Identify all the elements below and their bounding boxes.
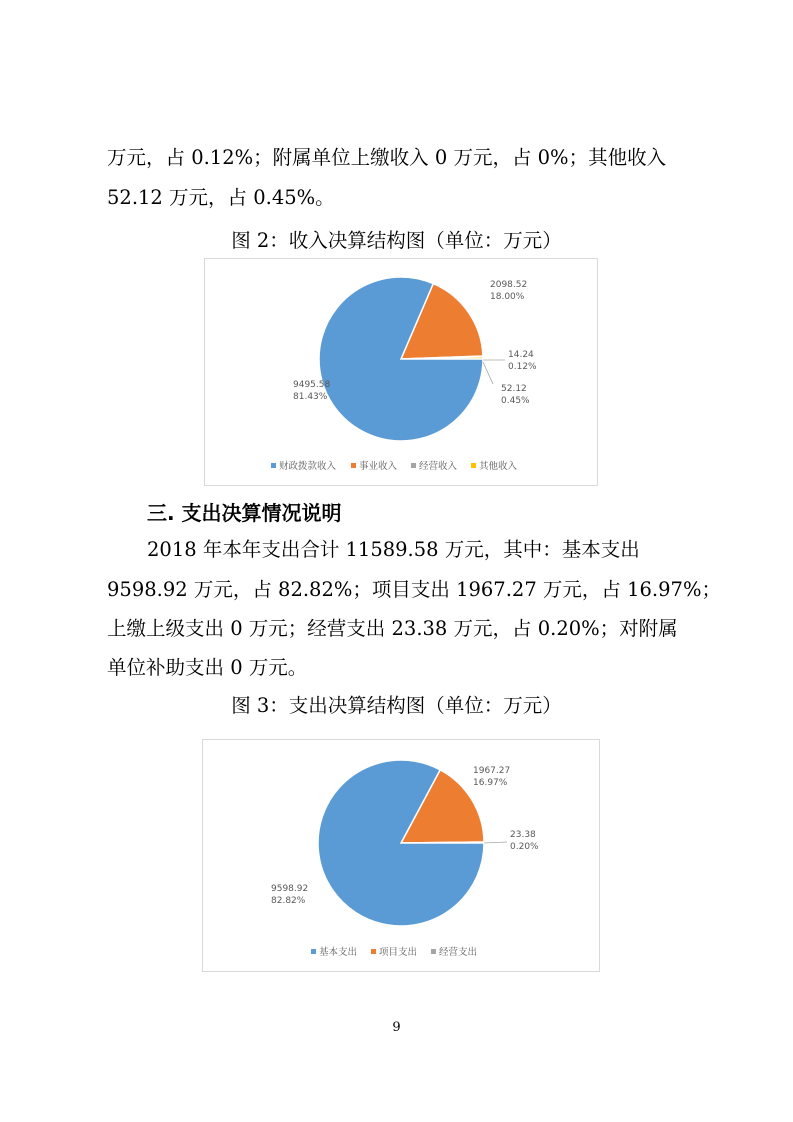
data-label-percent-2: 0.12% [508, 362, 537, 372]
data-label-percent-1: 18.00% [490, 292, 525, 302]
data-label-value-1: 2098.52 [490, 280, 528, 290]
legend-swatch-3 [471, 463, 476, 468]
data-label-percent-1: 16.97% [473, 778, 508, 788]
data-label-percent-3: 0.45% [501, 396, 530, 406]
data-label-value-1: 1967.27 [473, 766, 511, 776]
paragraph2-line2: 9598.92 万元，占 82.82%；项目支出 1967.27 万元，占 16.97%； [107, 578, 721, 601]
paragraph2-line3: 上缴上级支出 0 万元；经营支出 23.38 万元，占 0.20%；对附属 [107, 617, 678, 640]
paragraph2-line4: 单位补助支出 0 万元。 [107, 656, 308, 679]
data-label-value-3: 52.12 [501, 384, 527, 394]
data-label-value-2: 23.38 [510, 830, 536, 840]
legend-label-0: 财政拨款收入 [279, 461, 337, 472]
data-label-percent-0: 81.43% [293, 392, 328, 402]
legend-swatch-0 [311, 949, 316, 954]
figure3-caption: 图 3：支出决算结构图（单位：万元） [231, 694, 562, 717]
legend-label-2: 经营支出 [439, 947, 478, 958]
expenditure-pie-chart [202, 739, 600, 972]
income-pie-chart [204, 258, 598, 486]
paragraph1-line1: 万元，占 0.12%；附属单位上缴收入 0 万元，占 0%；其他收入 [107, 146, 667, 169]
legend-label-1: 项目支出 [379, 947, 418, 958]
paragraph2-line1: 2018 年本年支出合计 11589.58 万元，其中：基本支出 [147, 538, 640, 561]
data-label-value-0: 9495.58 [293, 380, 331, 390]
section3-heading: 三. 支出决算情况说明 [147, 501, 342, 525]
data-label-value-2: 14.24 [508, 350, 534, 360]
legend-label-2: 经营收入 [419, 461, 458, 472]
expenditure-pie-svg [203, 740, 599, 971]
data-label-percent-2: 0.20% [510, 842, 539, 852]
legend-swatch-1 [351, 463, 356, 468]
leader-line-2 [484, 842, 507, 843]
leader-line-3 [483, 362, 493, 384]
paragraph1-line2: 52.12 万元，占 0.45%。 [107, 186, 335, 209]
data-label-percent-0: 82.82% [271, 896, 306, 906]
legend-swatch-2 [431, 949, 436, 954]
legend-label-0: 基本支出 [319, 947, 358, 958]
legend-label-1: 事业收入 [359, 461, 398, 472]
legend-swatch-1 [371, 949, 376, 954]
data-label-value-0: 9598.92 [271, 884, 309, 894]
legend-swatch-0 [271, 463, 276, 468]
figure2-caption: 图 2：收入决算结构图（单位：万元） [231, 229, 562, 252]
page-number: 9 [392, 1020, 401, 1035]
legend-label-3: 其他收入 [479, 461, 518, 472]
legend-swatch-2 [411, 463, 416, 468]
income-pie-svg [205, 259, 597, 485]
